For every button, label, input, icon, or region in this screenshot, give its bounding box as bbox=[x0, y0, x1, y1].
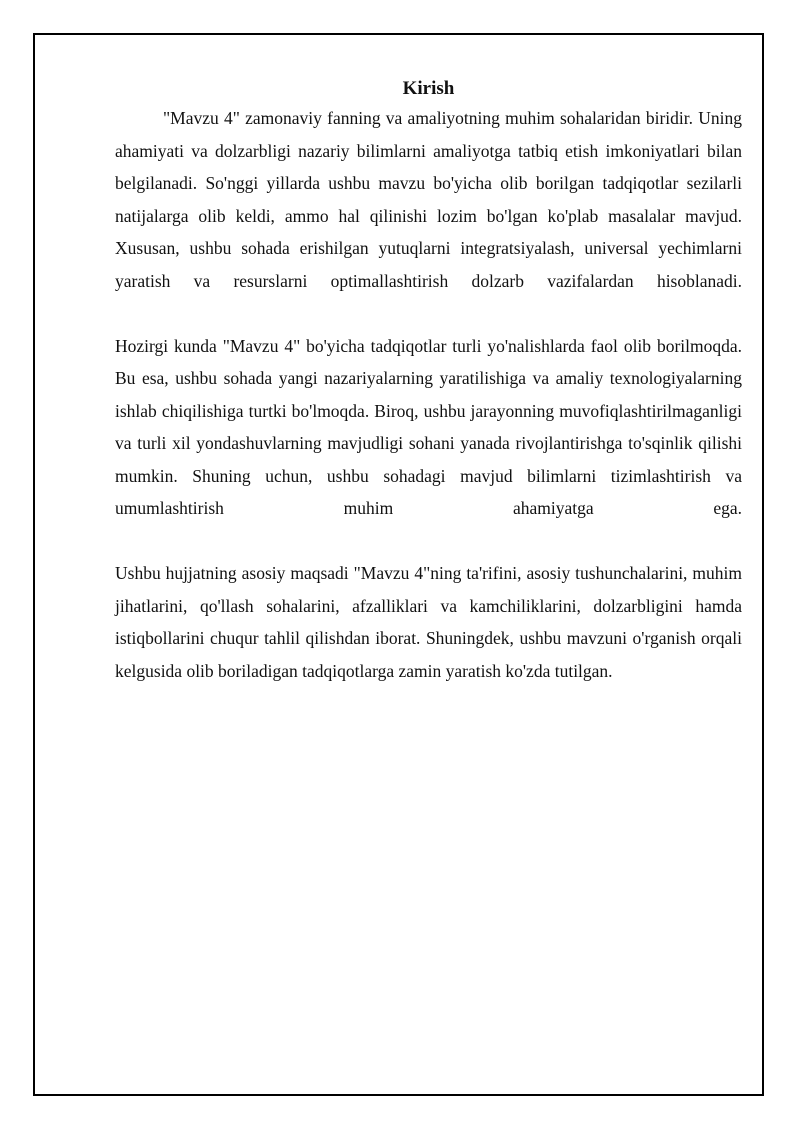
paragraph-3: Ushbu hujjatning asosiy maqsadi "Mavzu 4"ning ta'rifini, asosiy tushunchalarini, muhim jihatlarini, qo'llash sohalarini, afzalliklari va kamchiliklarini, dolzarbligini hamda istiqbollarini chuqur tahlil qilishdan iborat. Shuningdek, ushbu mavzuni o'rganish orqali kelgusida olib boriladigan tadqiqotlarga zamin yaratish ko'zda tutilgan. bbox=[115, 563, 742, 681]
paragraph-1: "Mavzu 4" zamonaviy fanning va amaliyotning muhim sohalaridan biridir. Uning ahamiyati va dolzarbligi nazariy bilimlarni amaliyotga tatbiq etish imkoniyatlari bilan belgilanadi. So'nggi yillarda ushbu mavzu bo'yicha olib borilgan tadqiqotlar sezilarli natijalarga olib keldi, ammo hal qilinishi lozim bo'lgan ko'plab masalalar mavjud. Xususan, ushbu sohada erishilgan yutuqlarni integratsiyalash, universal yechimlarni yaratish va resurslarni optimallashtirish dolzarb vazifalardan hisoblanadi. bbox=[115, 108, 742, 291]
document-body bbox=[115, 76, 742, 720]
paragraph-2: Hozirgi kunda "Mavzu 4" bo'yicha tadqiqotlar turli yo'nalishlarda faol olib borilmoqda. Bu esa, ushbu sohada yangi nazariyalarning yaratilishiga va amaliy texnologiyalarning ishlab chiqilishiga turtki bo'lmoqda. Biroq, ushbu jarayonning muvofiqlashtirilmaganligi va turli xil yondashuvlarning mavjudligi sohani yanada rivojlantirishga to'sqinlik qilishi mumkin. Shuning uchun, ushbu sohadagi mavjud bilimlarni tizimlashtirish va umumlashtirish muhim ahamiyatga ega. bbox=[115, 335, 742, 518]
section-title: Kirish bbox=[402, 78, 455, 99]
